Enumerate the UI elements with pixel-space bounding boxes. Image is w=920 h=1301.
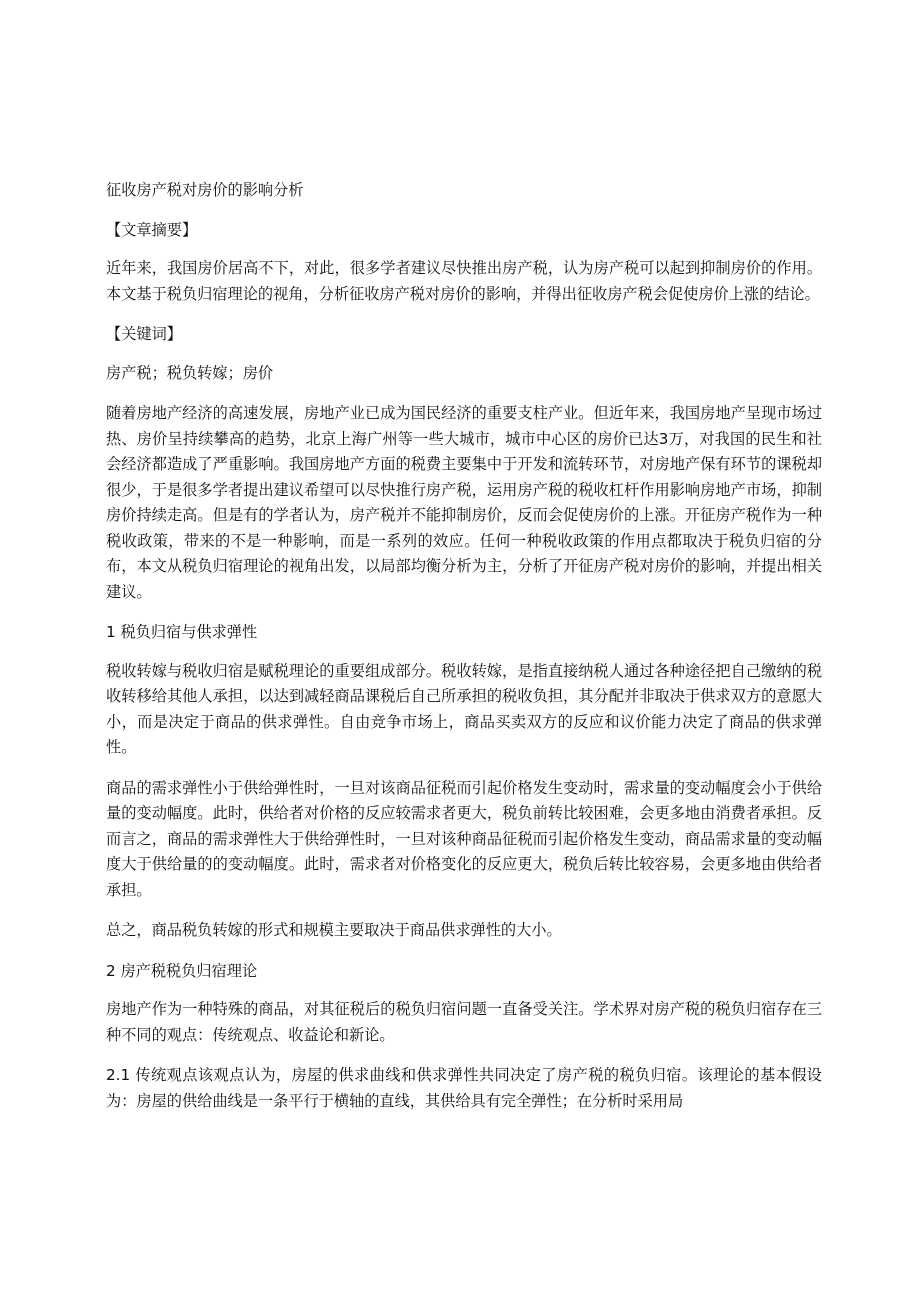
- section1-paragraph-1: 税收转嫁与税收归宿是赋税理论的重要组成部分。税收转嫁，是指直接纳税人通过各种途径把自己缴纳的税收转移给其他人承担，以达到减轻商品课税后自己所承担的税收负担，其分配并非取决于供求双方的意愿大小，而是决定于商品的供求弹性。自由竞争市场上，商品买卖双方的反应和议价能力决定了商品的供求弹性。: [106, 661, 822, 756]
- section2-paragraph-1: 房地产作为一种特殊的商品，对其征税后的税负归宿问题一直备受关注。学术界对房产税的税负归宿存在三种不同的观点：传统观点、收益论和新论。: [106, 1000, 822, 1044]
- section1-paragraph-3: 总之，商品税负转嫁的形式和规模主要取决于商品供求弹性的大小。: [106, 921, 562, 939]
- keywords-label: 【关键词】: [106, 325, 182, 343]
- section1-heading: 1 税负归宿与供求弹性: [106, 623, 258, 641]
- document-page: [106, 178, 822, 1129]
- keywords-text: 房产税；税负转嫁；房价: [106, 363, 274, 382]
- abstract-label: 【文章摘要】: [106, 220, 198, 239]
- abstract-paragraph: 近年来，我国房价居高不下，对此，很多学者建议尽快推出房产税，认为房产税可以起到抑制房价的作用。本文基于税负归宿理论的视角，分析征收房产税对房价的影响，并得出征收房产税会促使房价上涨的结论。: [106, 259, 822, 303]
- document-title: 征收房产税对房价的影响分析: [106, 181, 304, 199]
- section2-heading: 2 房产税税负归宿理论: [106, 961, 258, 980]
- section2-1-paragraph: 2.1 传统观点该观点认为，房屋的供求曲线和供求弹性共同决定了房产税的税负归宿。该理论的基本假设为：房屋的供给曲线是一条平行于横轴的直线，其供给具有完全弹性；在分析时采用局: [106, 1066, 822, 1110]
- section1-paragraph-2: 商品的需求弹性小于供给弹性时，一旦对该商品征税而引起价格发生变动时，需求量的变动幅度会小于供给量的变动幅度。此时，供给者对价格的反应较需求者更大，税负前转比较困难，会更多地由消费者承担。反而言之，商品的需求弹性大于供给弹性时，一旦对该种商品征税而引起价格发生变动，商品需求量的变动幅度大于供给量的的变动幅度。此时，需求者对价格变化的反应更大，税负后转比较容易，会更多地由供给者承担。: [106, 778, 822, 899]
- intro-paragraph: 随着房地产经济的高速发展，房地产业已成为国民经济的重要支柱产业。但近年来，我国房地产呈现市场过热、房价呈持续攀高的趋势，北京上海广州等一些大城市，城市中心区的房价已达3万，对我国的民生和社会经济都造成了严重影响。我国房地产方面的税费主要集中于开发和流转环节，对房地产保有环节的课税却很少，于是很多学者提出建议希望可以尽快推行房产税，运用房产税的税收杠杆作用影响房地产市场，抑制房价持续走高。但是有的学者认为，房产税并不能抑制房价，反而会促使房价的上涨。开征房产税作为一种税收政策，带来的不是一种影响，而是一系列的效应。任何一种税收政策的作用点都取决于税负归宿的分布，本文从税负归宿理论的视角出发，以局部均衡分析为主，分析了开征房产税对房价的影响，并提出相关建议。: [106, 404, 822, 601]
